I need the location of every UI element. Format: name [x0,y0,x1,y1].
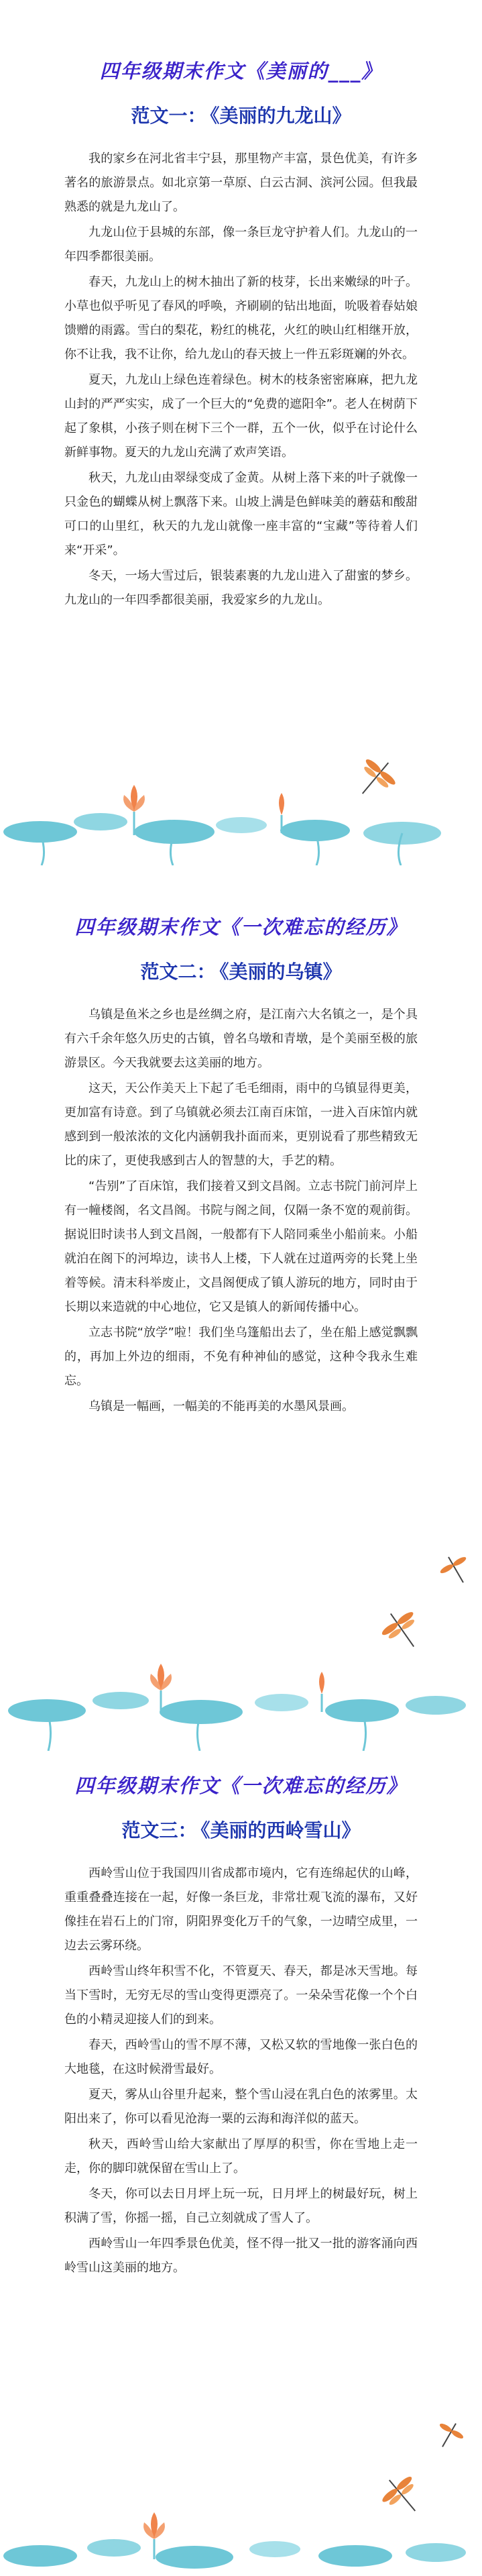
dragonfly-icon [348,758,402,806]
essay-body [0,147,482,612]
paragraph: 西岭雪山位于我国四川省成都市境内，它有连绵起伏的山峰，重重叠叠连接在一起，好像一条巨龙，非常壮观飞流的瀑布，又好像挂在岩石上的门帘，阴阳界变化万千的气象，一边晴空成里，一边去云雾环绕。 [64,1866,418,1953]
lotus-leaves-icon [3,813,441,865]
section-subheading [0,957,482,984]
dragonfly-icon [436,1550,476,1590]
lotus-decoration [0,2402,482,2576]
lotus-decoration [0,1529,482,1751]
paragraph: 春天，九龙山上的树木抽出了新的枝芽，长出来嫩绿的叶子。小草也似乎听见了春风的呼唤，齐刷刷的钻出地面，吮吸着春姑娘馈赠的雨露。雪白的梨花，粉红的桃花，火红的映山红相继开放，你不让我，我不让你，给九龙山的春天披上一件五彩斑斓的外衣。 [64,275,418,362]
subheading-title: 《美丽的西岭雪山》 [200,1819,361,1841]
lotus-leaves-icon [3,2539,466,2569]
paragraph: 这天，天公作美天上下起了毛毛细雨，雨中的乌镇显得更美，更加富有诗意。到了乌镇就必须去江南百床馆，一进入百床馆内就感到到一般浓浓的文化内涵朝我扑面而来，更别说看了那些精致无比的床了，更使我感到古人的智慧的大，手艺的精。 [64,1081,418,1168]
paragraph: 西岭雪山一年四季景色优美，怪不得一批又一批的游客涌向西岭雪山这美丽的地方。 [64,2237,418,2275]
essay-section-1 [0,56,482,614]
paragraph: 立志书院“放学”啦！我们坐乌篷船出去了，坐在船上感觉飘飘的，再加上外边的细雨，不免有种神仙的感觉，这种令我永生难忘。 [64,1326,418,1388]
section-subheading [0,101,482,128]
lotus-decoration [0,758,482,865]
lotus-leaves-icon [8,1692,466,1751]
paragraph: 冬天，一场大雪过后，银装素裹的九龙山进入了甜蜜的梦乡。九龙山的一年四季都很美丽，我爱家乡的九龙山。 [64,569,418,607]
dragonfly-icon [431,2417,468,2454]
paragraph: 西岭雪山终年积雪不化，不管夏天、春天，都是冰天雪地。每当下雪时，无穷无尽的雪山变得更漂亮了。一朵朵雪花像一个个白色的小精灵迎接人们的到来。 [64,1964,418,2027]
essay-section-2 [0,912,482,1420]
section-heading: 四年级期末作文《一次难忘的经历》 [74,916,408,938]
subheading-prefix: 范文一： [131,105,206,127]
subheading-prefix: 范文三： [121,1819,197,1841]
paragraph: 我的家乡在河北省丰宁县，那里物产丰富，景色优美，有许多著名的旅游景点。如北京第一草原、白云古洞、滨河公园。但我最熟悉的就是九龙山了。 [64,152,418,214]
subheading-title: 《美丽的乌镇》 [219,961,342,983]
dragonfly-icon [375,2468,429,2523]
paragraph: 秋天，九龙山由翠绿变成了金黄。从树上落下来的叶子就像一只金色的蝴蝶从树上飘落下来。山坡上满是色鲜味美的蘑菇和酸甜可口的山里红，秋天的九龙山就像一座丰富的“宝藏”等待着人们来“开采”。 [64,471,418,557]
paragraph: 春天，西岭雪山的雪不厚不薄，又松又软的雪地像一张白色的大地毯，在这时候滑雪最好。 [64,2038,418,2076]
paragraph: 冬天，你可以去日月坪上玩一玩，日月坪上的树最好玩，树上积满了雪，你摇一摇，自己立刻就成了雪人了。 [64,2187,418,2225]
paragraph: “告别”了百床馆，我们接着又到文昌阁。立志书院门前河岸上有一幢楼阁，名文昌阁。书院与阁之间，仅隔一条不宽的观前街。据说旧时读书人到文昌阁，一般都有下人陪同乘坐小船前来。小船就泊在阁下的河埠边，读书人上楼，下人就在过道两旁的长凳上坐着等候。清末科举废止，文昌阁便成了镇人游玩的地方，同时由于长期以来造就的中心地位，它又是镇人的新闻传播中心。 [64,1179,418,1314]
subheading-prefix: 范文二： [140,961,216,983]
essay-body [0,1003,482,1419]
section-heading: 四年级期末作文《美丽的___》 [99,60,383,83]
section-heading: 四年级期末作文《一次难忘的经历》 [74,1774,408,1797]
paragraph: 秋天，西岭雪山给大家献出了厚厚的积雪，你在雪地上走一走，你的脚印就保留在雪山上了。 [64,2137,418,2176]
paragraph: 乌镇是鱼米之乡也是丝绸之府，是江南六大名镇之一，是个具有六千余年悠久历史的古镇，曾名乌墩和青墩，是个美丽至极的旅游景区。今天我就要去这美丽的地方。 [64,1008,418,1070]
dragonfly-icon [375,1603,429,1657]
subheading-title: 《美丽的九龙山》 [210,105,351,127]
essay-body [0,1862,482,2280]
paragraph: 夏天，雾从山谷里升起来，整个雪山浸在乳白色的浓雾里。太阳出来了，你可以看见沧海一粟的云海和海洋似的蓝天。 [64,2088,418,2126]
paragraph: 乌镇是一幅画，一幅美的不能再美的水墨风景画。 [88,1399,354,1413]
paragraph: 九龙山位于县城的东部，像一条巨龙守护着人们。九龙山的一年四季都很美丽。 [64,225,418,264]
essay-section-3 [0,1771,482,2282]
paragraph: 夏天，九龙山上绿色连着绿色。树木的枝条密密麻麻，把九龙山封的严严实实，成了一个巨大的“免费的遮阳伞”。老人在树荫下起了象棋，小孩子则在树下三个一群，五个一伙，似乎在讨论什么新鲜事物。夏天的九龙山充满了欢声笑语。 [64,373,418,460]
section-subheading [0,1816,482,1843]
